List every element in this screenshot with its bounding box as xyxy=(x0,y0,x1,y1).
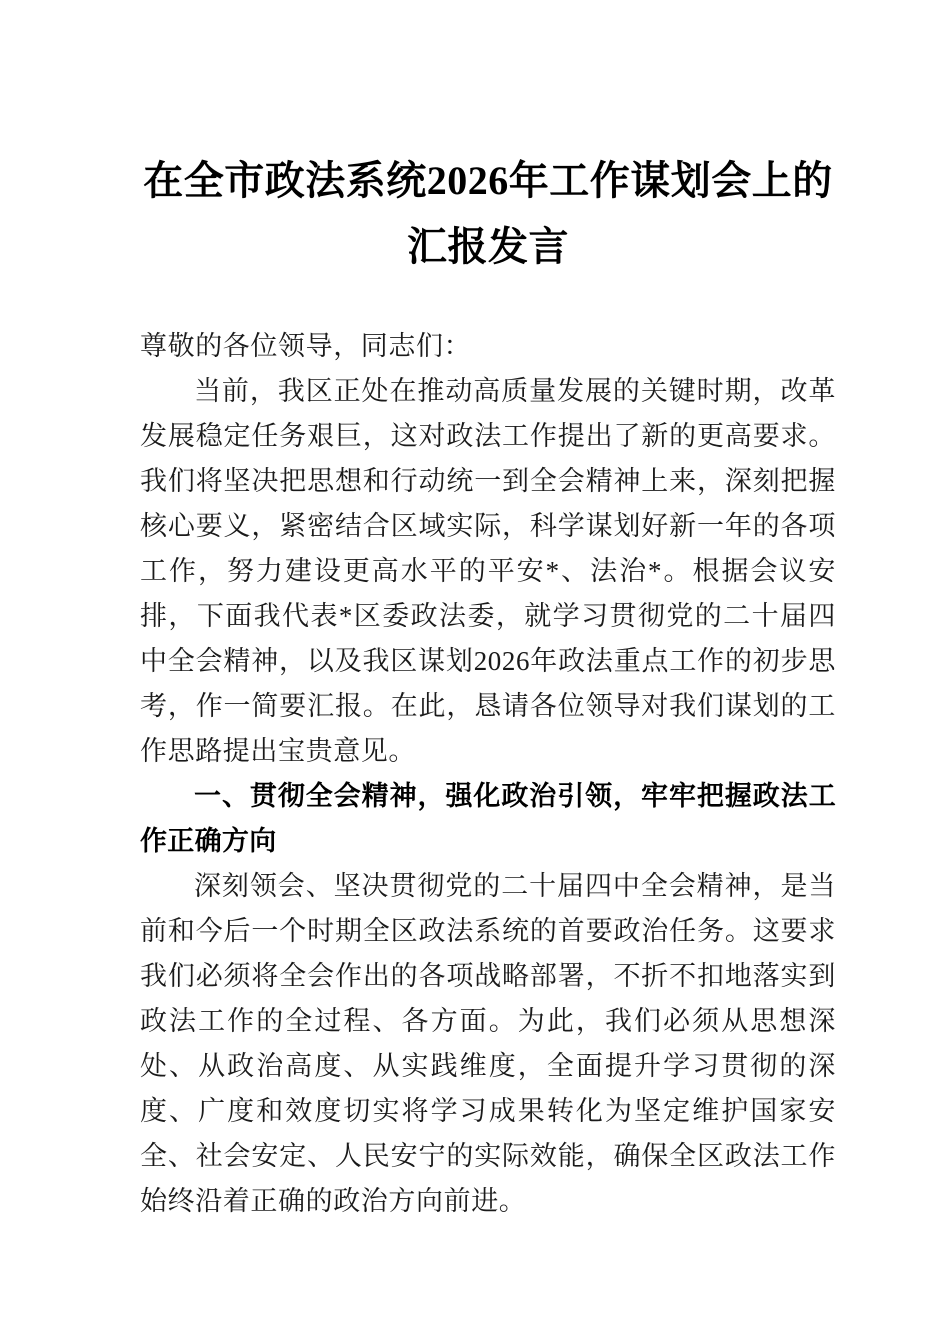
page-title: 在全市政法系统2026年工作谋划会上的汇报发言 xyxy=(143,158,833,269)
body-paragraph-1: 当前，我区正处在推动高质量发展的关键时期，改革发展稳定任务艰巨，这对政法工作提出了新的更高要求。我们将坚决把思想和行动统一到全会精神上来，深刻把握核心要义，紧密结合区域实际，科学谋划好新一年的各项工作，努力建设更高水平的平安*、法治*。根据会议安排，下面我代表*区委政法委，就学习贯彻党的二十届四中全会精神，以及我区谋划2026年政法重点工作的初步思考，作一简要汇报。在此，恳请各位领导对我们谋划的工作思路提出宝贵意见。 xyxy=(140,376,836,766)
document-content xyxy=(140,0,836,1224)
body-paragraph-2: 深刻领会、坚决贯彻党的二十届四中全会精神，是当前和今后一个时期全区政法系统的首要政治任务。这要求我们必须将全会作出的各项战略部署，不折不扣地落实到政法工作的全过程、各方面。为此，我们必须从思想深处、从政治高度、从实践维度，全面提升学习贯彻的深度、广度和效度切实将学习成果转化为坚定维护国家安全、社会安定、人民安宁的实际效能，确保全区政法工作始终沿着正确的政治方向前进。 xyxy=(140,871,836,1216)
section-heading-1: 一、贯彻全会精神，强化政治引领，牢牢把握政法工作正确方向 xyxy=(140,781,836,856)
salutation: 尊敬的各位领导，同志们： xyxy=(140,331,472,361)
